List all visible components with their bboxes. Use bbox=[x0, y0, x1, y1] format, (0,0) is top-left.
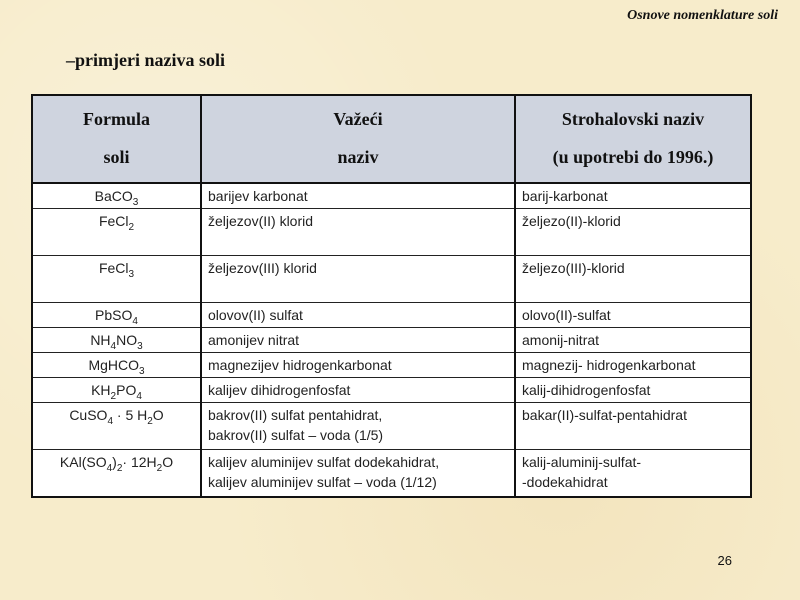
formula-text: PbSO bbox=[95, 307, 133, 323]
header-formula-line2: soli bbox=[103, 147, 130, 167]
table-row bbox=[33, 183, 750, 209]
current-name-cell bbox=[201, 209, 515, 256]
formula-text: PO bbox=[116, 382, 137, 398]
formula-subscript: 2 bbox=[116, 462, 123, 474]
table-header-row bbox=[33, 96, 750, 183]
old-name-cell bbox=[515, 209, 750, 256]
formula-cell bbox=[33, 256, 201, 303]
current-name-cell bbox=[201, 353, 515, 378]
formula-text: NO bbox=[116, 332, 138, 348]
current-name-cell bbox=[201, 303, 515, 328]
current-name-line: bakrov(II) sulfat pentahidrat, bbox=[208, 407, 383, 423]
current-name-cell bbox=[201, 450, 515, 497]
current-name-cell bbox=[201, 183, 515, 209]
old-name-cell bbox=[515, 303, 750, 328]
current-name-cell bbox=[201, 328, 515, 353]
old-name-line: kalij-aluminij-sulfat- bbox=[522, 454, 642, 470]
slide-header-title: Osnove nomenklature soli bbox=[627, 8, 778, 23]
old-name-cell bbox=[515, 403, 750, 450]
old-name-cell bbox=[515, 328, 750, 353]
current-name-cell bbox=[201, 256, 515, 303]
table-row bbox=[33, 256, 750, 303]
header-old-name bbox=[515, 96, 750, 183]
header-current-name bbox=[201, 96, 515, 183]
formula-text: O bbox=[162, 454, 174, 470]
formula-cell bbox=[33, 303, 201, 328]
current-name-line: kalijev dihidrogenfosfat bbox=[208, 382, 351, 398]
formula-text: MgHCO bbox=[88, 357, 139, 373]
formula-subscript: 4 bbox=[132, 315, 138, 327]
old-name-line: amonij-nitrat bbox=[522, 332, 600, 348]
old-name-cell bbox=[515, 353, 750, 378]
old-name-line: željezo(III)-klorid bbox=[522, 260, 625, 276]
current-name-line: željezov(II) klorid bbox=[208, 213, 314, 229]
old-name-line: barij-karbonat bbox=[522, 188, 608, 204]
current-name-cell bbox=[201, 403, 515, 450]
formula-text: · 12H bbox=[122, 454, 157, 470]
current-name-line: magnezijev hidrogenkarbonat bbox=[208, 357, 392, 373]
formula-subscript: 4 bbox=[106, 462, 113, 474]
current-name-line: željezov(III) klorid bbox=[208, 260, 317, 276]
page-number: 26 bbox=[717, 553, 732, 568]
table-row bbox=[33, 403, 750, 450]
old-name-cell bbox=[515, 256, 750, 303]
old-name-cell bbox=[515, 378, 750, 403]
formula-text: FeCl bbox=[98, 260, 129, 276]
formula-text: CuSO bbox=[69, 407, 108, 423]
table-row bbox=[33, 353, 750, 378]
formula-text: NH bbox=[90, 332, 111, 348]
formula-text: · 5 H bbox=[113, 407, 148, 423]
formula-subscript: 3 bbox=[139, 365, 145, 377]
table-row bbox=[33, 303, 750, 328]
formula-text: FeCl bbox=[98, 213, 129, 229]
formula-text: KH bbox=[91, 382, 111, 398]
header-current-line2: naziv bbox=[337, 147, 379, 167]
formula-subscript: 2 bbox=[147, 415, 153, 427]
current-name-line: amonijev nitrat bbox=[208, 332, 300, 348]
current-name-line: kalijev aluminijev sulfat – voda (1/12) bbox=[208, 474, 437, 490]
table-row bbox=[33, 378, 750, 403]
table-row bbox=[33, 209, 750, 256]
formula-cell bbox=[33, 209, 201, 256]
formula-cell bbox=[33, 450, 201, 497]
current-name-line: barijev karbonat bbox=[208, 188, 308, 204]
old-name-line: olovo(II)-sulfat bbox=[522, 307, 611, 323]
formula-subscript: 2 bbox=[128, 221, 135, 233]
formula-subscript: 3 bbox=[128, 268, 135, 280]
current-name-line: olovov(II) sulfat bbox=[208, 307, 303, 323]
table-row bbox=[33, 450, 750, 497]
old-name-cell bbox=[515, 450, 750, 497]
formula-text: KAl(SO bbox=[59, 454, 107, 470]
old-name-line: kalij-dihidrogenfosfat bbox=[522, 382, 651, 398]
formula-subscript: 3 bbox=[132, 196, 139, 208]
formula-cell bbox=[33, 378, 201, 403]
current-name-line: kalijev aluminijev sulfat dodekahidrat, bbox=[208, 454, 440, 470]
formula-cell bbox=[33, 403, 201, 450]
old-name-line: željezo(II)-klorid bbox=[522, 213, 621, 229]
old-name-line: bakar(II)-sulfat-pentahidrat bbox=[522, 407, 687, 423]
old-name-cell bbox=[515, 183, 750, 209]
old-name-line: -dodekahidrat bbox=[522, 474, 608, 490]
table-body bbox=[33, 183, 750, 496]
formula-text: ) bbox=[112, 454, 117, 470]
current-name-line: bakrov(II) sulfat – voda (1/5) bbox=[208, 427, 384, 443]
formula-cell bbox=[33, 328, 201, 353]
table-row bbox=[33, 328, 750, 353]
header-formula bbox=[33, 96, 201, 183]
formula-subscript: 3 bbox=[137, 340, 143, 352]
header-old-line2: (u upotrebi do 1996.) bbox=[552, 147, 714, 167]
formula-text: BaCO bbox=[94, 188, 133, 204]
formula-subscript: 2 bbox=[156, 462, 163, 474]
header-current-line1: Važeći bbox=[333, 109, 383, 129]
formula-subscript: 2 bbox=[110, 390, 117, 402]
old-name-line: magnezij- hidrogenkarbonat bbox=[522, 357, 696, 373]
formula-cell bbox=[33, 183, 201, 209]
formula-cell bbox=[33, 353, 201, 378]
slide-subtitle: –primjeri naziva soli bbox=[66, 50, 225, 70]
formula-text: O bbox=[152, 407, 164, 423]
formula-subscript: 4 bbox=[110, 340, 117, 352]
current-name-cell bbox=[201, 378, 515, 403]
header-formula-line1: Formula bbox=[83, 109, 150, 129]
formula-subscript: 4 bbox=[107, 415, 113, 427]
formula-subscript: 4 bbox=[136, 390, 142, 402]
header-old-line1: Strohalovski naziv bbox=[561, 109, 705, 129]
salt-names-table bbox=[31, 94, 752, 498]
